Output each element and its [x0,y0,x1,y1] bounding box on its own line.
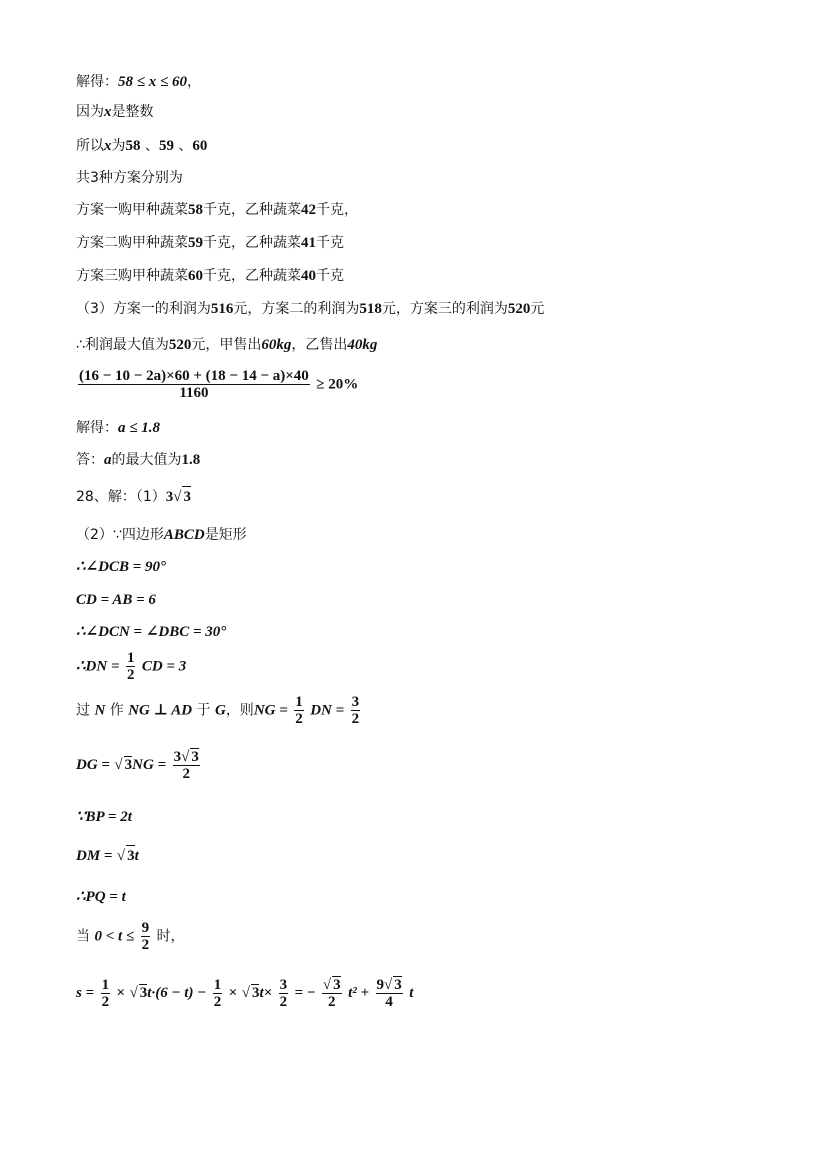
line-answer: 答：a的最大值为1.8 [76,452,201,468]
line-x-values: 所以x为58 、59 、60 [76,138,208,154]
line-plan-2: 方案二购甲种蔬菜59千克，乙种蔬菜41千克 [76,235,344,251]
line-plan-1: 方案一购甲种蔬菜58千克，乙种蔬菜42千克， [76,202,358,218]
line-rectangle: （2）∵四边形ABCD是矩形 [76,527,247,543]
line-x-integer: 因为x是整数 [76,104,154,120]
line-ng: 过 N 作 NG ⊥ AD 于 G，则NG = $\frac{1}{2}$ DN = $\frac{3}{2}$ [76,694,360,727]
fraction: $\frac{(16 - 10 - 2a)\times 60 + (18 - 14 - a)\times 40}{1160}$ [79,368,309,401]
line-inequality: $\frac{(16 - 10 - 2a)\times 60 + (18 - 14 - a)\times 40}{1160}$ ≥ 20% [79,368,359,401]
line-q28-part1: 28、解：（1）3√ 3 [76,486,191,507]
fraction: $\frac{√ 3}{2}$ [322,977,341,1010]
fraction: $\frac{3√ 3}{2}$ [173,749,199,782]
line-plan-3: 方案三购甲种蔬菜60千克，乙种蔬菜40千克 [76,268,344,284]
line-t-range: 当 0 < t ≤ $\frac{9}{2}$ 时， [76,920,185,953]
line-angle-dcn: ∴∠DCN = ∠DBC = 30° [76,624,227,640]
line-three-plans: 共3种方案分别为 [76,170,183,186]
line-s-formula: s = $\frac{1}{2}$ × √ 3t·(6 − t) − $\frac{1}{2}$ × √ 3t× $\frac{3}{2}$ = − $\frac{√ 3}{2}$ t² + $\frac{9√ 3}{4}$ t [76,976,414,1010]
line-dn: ∴DN = $\frac{1}{2}$ CD = 3 [76,650,187,683]
fraction: $\frac{1}{2}$ [295,694,303,727]
fraction: $\frac{9}{2}$ [141,920,150,953]
line-dm: DM = √ 3t [76,845,139,866]
fraction: $\frac{3}{2}$ [279,976,288,1010]
line-profits: （3）方案一的利润为516元，方案二的利润为518元，方案三的利润为520元 [76,301,545,317]
fraction: $\frac{1}{2}$ [213,976,222,1010]
line-solve-range: 解得：58 ≤ x ≤ 60， [76,74,201,90]
line-dg: DG = √ 3NG = $\frac{3√ 3}{2}$ [76,749,199,782]
line-angle-dcb: ∴∠DCB = 90° [76,559,166,575]
fraction: $\frac{1}{2}$ [126,650,135,683]
line-bp: ∵BP = 2t [76,809,132,825]
line-cd-ab: CD = AB = 6 [76,592,156,608]
fraction: $\frac{9√ 3}{4}$ [376,977,402,1010]
line-solution-a: 解得：a ≤ 1.8 [76,420,160,436]
line-max-profit: ∴利润最大值为520元，甲售出60kg，乙售出40kg [76,337,378,353]
line-pq: ∴PQ = t [76,889,126,905]
fraction: $\frac{3}{2}$ [351,694,360,727]
math-range: 58 ≤ x ≤ 60 [118,74,187,90]
fraction: $\frac{1}{2}$ [101,976,110,1010]
